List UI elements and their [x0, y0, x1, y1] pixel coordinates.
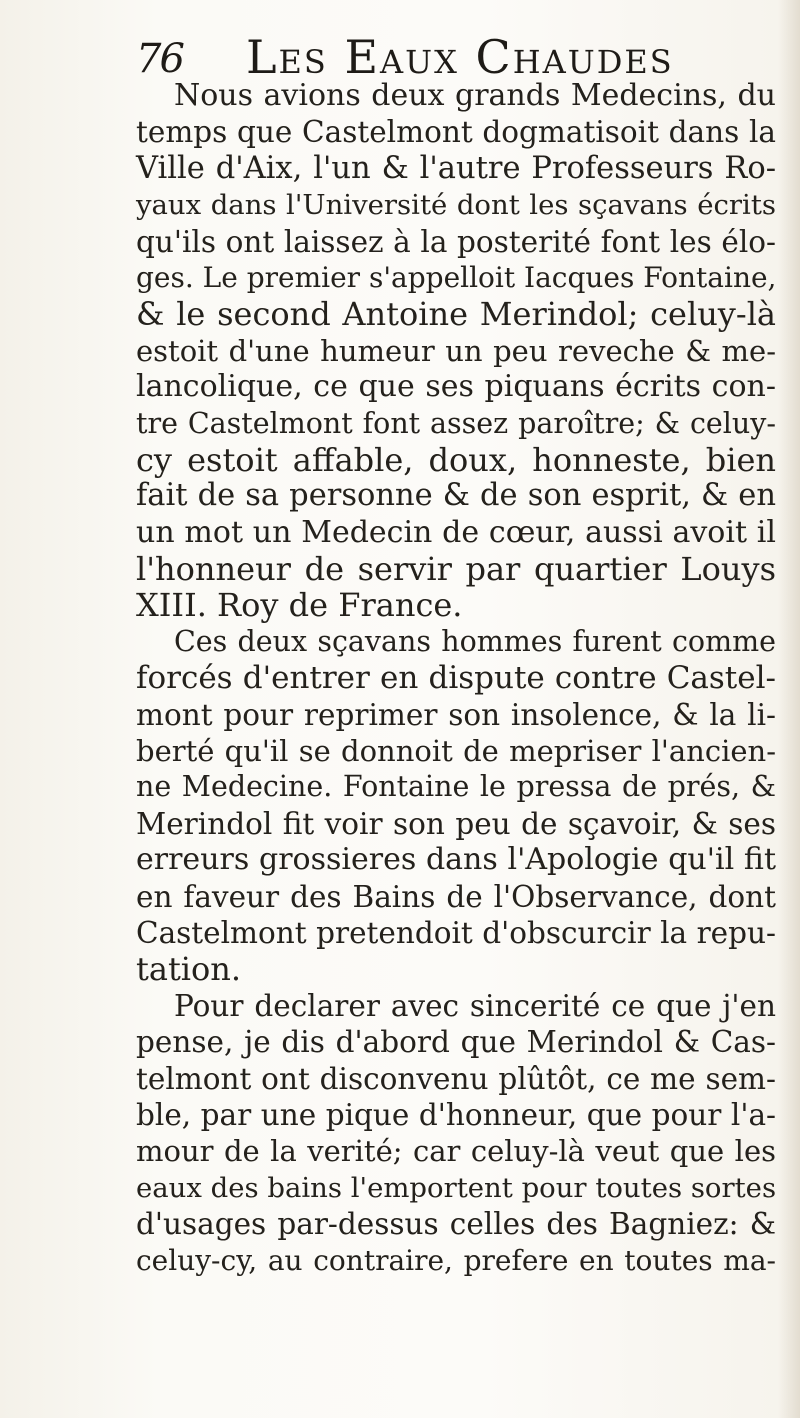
text-line: fait de sa personne & de son esprit, & en [136, 478, 776, 514]
page-body [136, 78, 776, 1279]
page-number: 76 [136, 36, 183, 82]
text-line: d'usages par-dessus celles des Bagniez: & [136, 1207, 776, 1242]
text-line: cy estoit affable, doux, honneste, bien [136, 440, 776, 479]
text-line: Ville d'Aix, l'un & l'autre Professeurs Ro- [136, 150, 776, 186]
text-line: erreurs grossieres dans l'Apologie qu'il fit [136, 842, 776, 878]
text-line: & le second Antoine Merindol; celuy-là [136, 295, 776, 334]
text-line: XIII. Roy de France. [136, 586, 463, 625]
text-line: mont pour reprimer son insolence, & la li- [136, 697, 776, 732]
text-line: tre Castelmont font assez paroître; & celuy- [136, 406, 776, 440]
text-line: un mot un Medecin de cœur, aussi avoit il [136, 514, 776, 550]
text-line: l'honneur de servir par quartier Louys [136, 550, 776, 589]
text-line: temps que Castelmont dogmatisoit dans la [136, 115, 776, 150]
text-line: estoit d'une humeur un peu reveche & me- [136, 333, 776, 368]
text-line: Pour declarer avec sincerité ce que j'en [174, 988, 776, 1023]
text-line: ble, par une pique d'honneur, que pour l'a- [136, 1097, 776, 1132]
text-line: tation. [136, 950, 242, 989]
text-line: Ces deux sçavans hommes furent comme [174, 624, 776, 658]
text-line: ges. Le premier s'appelloit Iacques Fontaine, [136, 260, 777, 294]
text-line: ne Medecine. Fontaine le pressa de prés, & [136, 770, 776, 804]
text-line: yaux dans l'Université dont les sçavans écrits [136, 189, 776, 222]
text-line: forcés d'entrer en dispute contre Castel- [136, 660, 776, 697]
text-line: eaux des bains l'emportent pour toutes sortes [136, 1171, 777, 1204]
text-line: lancolique, ce que ses piquans écrits con- [136, 369, 776, 405]
text-line: telmont ont disconvenu plûtôt, ce me sem- [136, 1061, 776, 1096]
text-line: berté qu'il se donnoit de mepriser l'ancien- [136, 734, 776, 769]
text-line: qu'ils ont laissez à la posterité font les élo- [136, 224, 776, 259]
text-line: Nous avions deux grands Medecins, du [174, 78, 776, 113]
text-line: pense, je dis d'abord que Merindol & Cas- [136, 1025, 776, 1060]
text-line: en faveur des Bains de l'Observance, dont [136, 879, 776, 914]
running-title: Les Eaux Chaudes [246, 30, 674, 84]
text-line: mour de la verité; car celuy-là veut que les [136, 1134, 776, 1169]
page-edge-shadow [778, 0, 800, 1418]
text-line: Merindol fit voir son peu de sçavoir, & ses [136, 806, 776, 841]
text-line: Castelmont pretendoit d'obscurcir la repu- [136, 915, 776, 950]
text-line: celuy-cy, au contraire, prefere en toutes ma- [136, 1243, 776, 1277]
